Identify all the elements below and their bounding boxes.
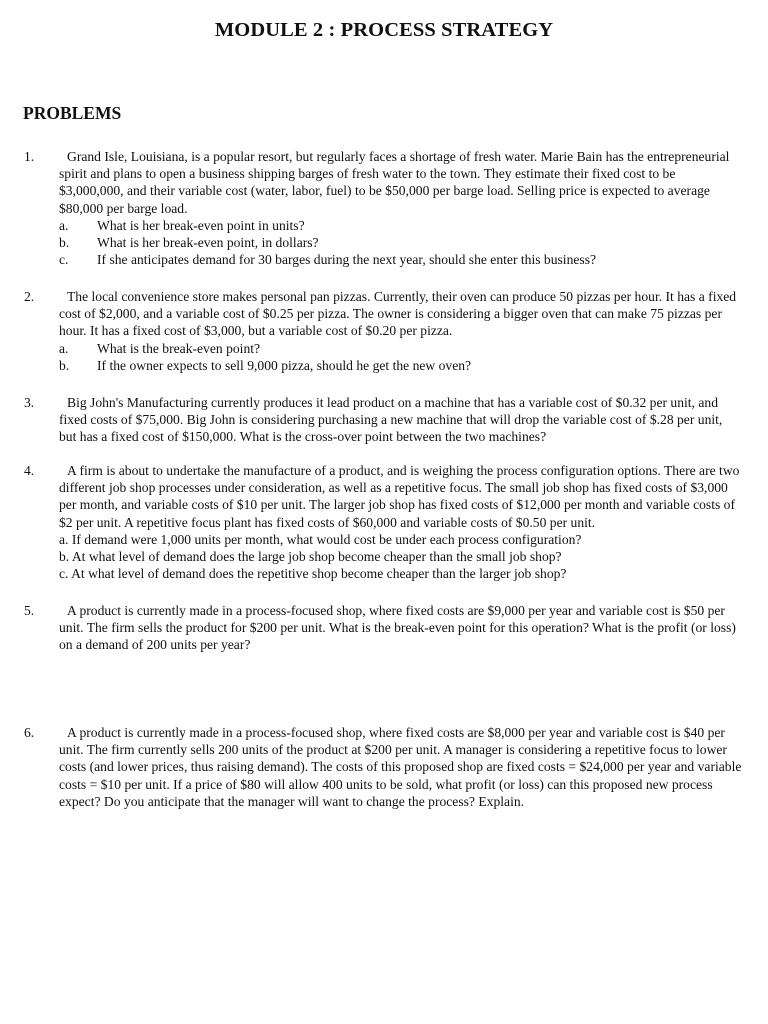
problem-number: 3. <box>24 395 35 410</box>
problem-text: The local convenience store makes personal pan pizzas. Currently, their oven can produce 50 pizzas per hour. It has a fixed cost of $2,000, and a variable cost of $0.25 per pizza. The owner is considering a bigger oven that can make 75 pizzas per hour. It has a fixed cost of $3,000, but a variable cost of $0.20 per pizza. <box>59 289 737 339</box>
problem-body <box>59 148 743 268</box>
problem-subquestion: b. At what level of demand does the large job shop become cheaper than the small job shop? <box>59 549 562 565</box>
problem-part <box>59 357 743 374</box>
problem-body <box>59 602 743 654</box>
problem-text: A product is currently made in a process-focused shop, where fixed costs are $9,000 per year and variable cost is $50 per unit. The firm sells the product for $200 per unit. What is the break-even point for this operation? What is the profit (or loss) on a demand of 200 units per year? <box>59 603 736 653</box>
problem-text: A firm is about to undertake the manufacture of a product, and is weighing the process configuration options. There are two different job shop processes under consideration, as well as a repetitive focus. The small job shop has fixed costs of $3,000 per month, and variable costs of $10 per unit. The larger job shop has fixed costs of $12,000 per month and variable costs of $2 per unit. A repetitive focus plant has fixed costs of $60,000 and variable costs of $0.50 per unit. <box>59 463 740 530</box>
problem-subquestion: c. At what level of demand does the repetitive shop become cheaper than the larger job shop? <box>59 566 567 582</box>
problem-number: 2. <box>24 289 35 304</box>
part-label: a. <box>59 217 69 233</box>
problem-text: Big John's Manufacturing currently produces it lead product on a machine that has a variable cost of $0.32 per unit, and fixed costs of $75,000. Big John is considering purchasing a new machine that will drop the variable cost of $.28 per unit, but has a fixed cost of $150,000. What is the cross-over point between the two machines? <box>59 395 723 445</box>
problem-body <box>59 288 743 374</box>
part-label: b. <box>59 357 70 373</box>
problem-text: Grand Isle, Louisiana, is a popular resort, but regularly faces a shortage of fresh water. Marie Bain has the entrepreneurial spirit and plans to open a business shipping barges of fresh water to the town. They estimate their fixed cost to be $3,000,000, and their variable cost (water, labor, fuel) to be $50,000 per barge load. Selling price is expected to average $80,000 per barge load. <box>59 149 730 216</box>
problem-body <box>59 462 743 582</box>
part-label: c. <box>59 252 69 268</box>
problem-body <box>59 724 743 810</box>
section-heading: PROBLEMS <box>23 103 122 123</box>
problem-subquestion: a. If demand were 1,000 units per month, what would cost be under each process configuration? <box>59 531 582 547</box>
problem-part <box>59 234 743 251</box>
problem-number: 4. <box>24 463 35 478</box>
part-text: If she anticipates demand for 30 barges during the next year, should she enter this business? <box>97 252 597 268</box>
part-text: What is the break-even point? <box>97 340 261 356</box>
part-label: b. <box>59 235 70 250</box>
part-text: What is her break-even point, in dollars? <box>97 235 319 250</box>
problem-text: A product is currently made in a process-focused shop, where fixed costs are $8,000 per year and variable cost is $40 per unit. The firm currently sells 200 units of the product at $200 per unit. A manager is considering a repetitive focus to lower costs (and lower prices, thus raising demand). The costs of this proposed shop are fixed costs = $24,000 per year and variable costs = $10 per unit. If a price of $80 will allow 400 units to be sold, what profit (or loss) can this proposed new process expect? Do you anticipate that the manager will want to change the process? Explain. <box>59 725 742 809</box>
problem-number: 1. <box>24 149 35 164</box>
problem-number: 6. <box>24 725 35 740</box>
problem-body <box>59 394 743 446</box>
problem-number: 5. <box>24 603 35 618</box>
part-text: What is her break-even point in units? <box>97 217 305 233</box>
part-label: a. <box>59 340 69 356</box>
problem-part <box>59 251 743 268</box>
page-title: MODULE 2 : PROCESS STRATEGY <box>214 19 554 41</box>
problem-part <box>59 340 743 357</box>
problem-part <box>59 217 743 234</box>
part-text: If the owner expects to sell 9,000 pizza, should he get the new oven? <box>97 357 472 373</box>
